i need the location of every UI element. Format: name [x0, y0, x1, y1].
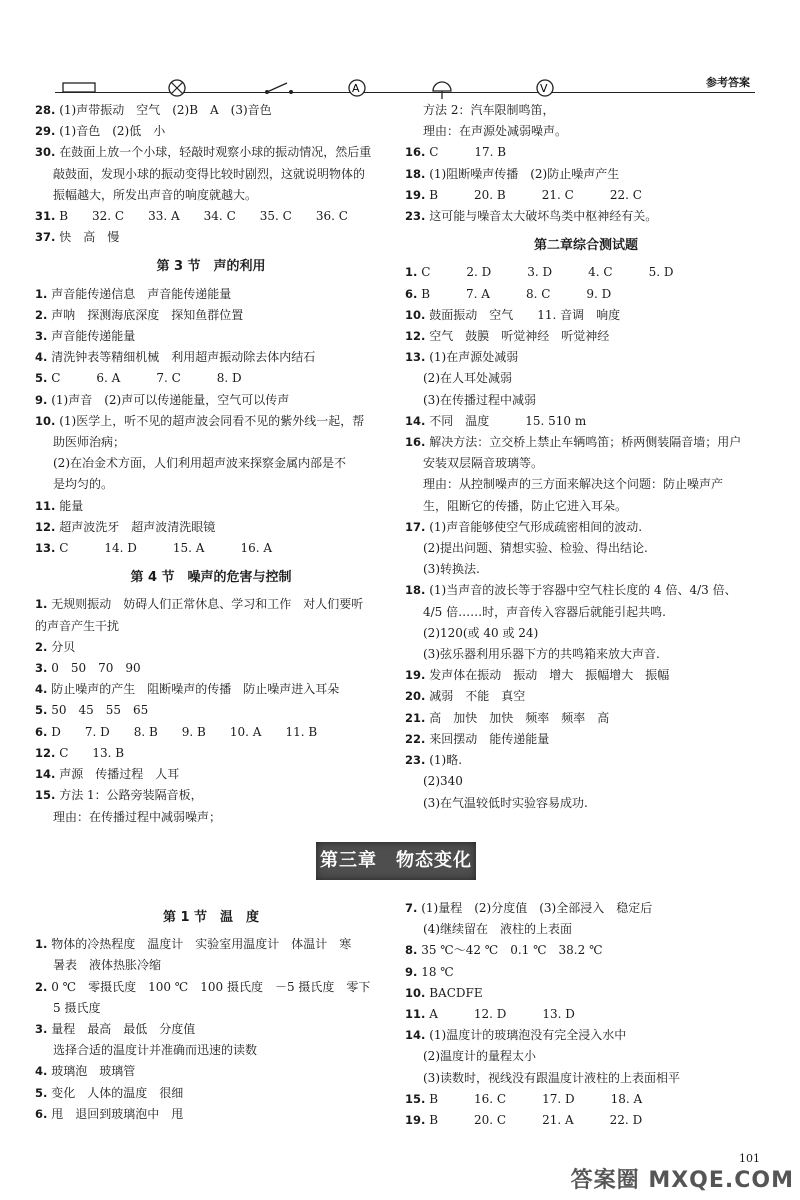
- question-number: 18.: [405, 166, 426, 181]
- answer-text: (3)在气温较低时实验容易成功.: [423, 795, 588, 810]
- answer-text: 声音能传递信息 声音能传递能量: [51, 286, 232, 301]
- answer-text: (1)医学上，听不见的超声波会同看不见的紫外线一起，帮: [59, 413, 365, 428]
- question-number: 14.: [405, 413, 426, 428]
- answer-text: (3)转换法.: [423, 562, 480, 577]
- answer-text: 方法 1：公路旁装隔音板，: [59, 788, 203, 803]
- answer-text: (1)阻断噪声传播 (2)防止噪声产生: [429, 166, 620, 181]
- svg-text:A: A: [352, 82, 360, 95]
- answer-line: [405, 100, 767, 121]
- answer-line: [35, 700, 387, 721]
- answer-line: [35, 368, 387, 389]
- question-number: 1.: [35, 597, 48, 612]
- answer-text: 的声音产生干扰: [35, 618, 120, 633]
- answer-line: [35, 785, 387, 806]
- ammeter-icon: [349, 80, 365, 96]
- svg-text:V: V: [540, 82, 548, 95]
- question-number: 23.: [405, 209, 426, 224]
- question-number: 2.: [35, 639, 48, 654]
- answer-text: 来回摆动 能传递能量: [429, 731, 550, 746]
- answer-line: [35, 517, 387, 538]
- answer-text: (1)当声音的波长等于容器中空气柱长度的 4 倍、4/3 倍、: [429, 583, 737, 598]
- question-number: 3.: [35, 661, 48, 676]
- answer-text: 这可能与噪音太大破坏鸟类中枢神经有关。: [429, 209, 658, 224]
- answer-text: (3)读数时，视线没有跟温度计液柱的上表面相平: [423, 1070, 680, 1085]
- question-number: 19.: [405, 187, 426, 202]
- answer-text: 发声体在振动 振动 增大 振幅增大 振幅: [429, 668, 670, 683]
- answer-line: [405, 390, 767, 411]
- answer-text: (1)略.: [429, 753, 463, 768]
- answer-text: (2)在人耳处减弱: [423, 371, 512, 386]
- answer-line: [35, 206, 387, 227]
- answer-text: (3)在传播过程中减弱: [423, 392, 536, 407]
- answer-text: 量程 最高 最低 分度值: [51, 1022, 196, 1037]
- answer-line: [405, 793, 767, 814]
- answer-text: 理由：在传播过程中减弱噪声；: [53, 809, 222, 824]
- answer-text: D 7. D 8. B 9. B 10. A 11. B: [51, 724, 318, 739]
- answer-text: (1)声带振动 空气 (2)B A (3)音色: [59, 103, 272, 117]
- answer-line: [35, 679, 387, 700]
- switch-icon: [265, 83, 293, 94]
- answer-line: [405, 1046, 767, 1067]
- answer-line: [35, 807, 387, 828]
- answer-line: [405, 686, 767, 707]
- right-column-lower: [405, 898, 767, 1131]
- question-number: 21.: [405, 710, 426, 725]
- answer-line: [405, 940, 767, 961]
- answer-line: [405, 206, 767, 227]
- answer-line: [405, 602, 767, 623]
- right-column-upper: [405, 100, 767, 814]
- question-number: 4.: [35, 350, 48, 365]
- answer-text: C 14. D 15. A 16. A: [59, 541, 273, 556]
- answer-line: [405, 665, 767, 686]
- question-number: 13.: [35, 541, 56, 556]
- answer-line: [405, 538, 767, 559]
- question-number: 8.: [405, 943, 418, 958]
- answer-text: B 20. C 21. A 22. D: [429, 1113, 643, 1128]
- answer-text: 方法 2：汽车限制鸣笛，: [423, 103, 555, 117]
- answer-text: (4)继续留在 液柱的上表面: [423, 922, 572, 937]
- answer-line: [35, 390, 387, 411]
- answer-text: 5 摄氏度: [53, 1000, 101, 1015]
- answer-line: [35, 164, 387, 185]
- answer-line: [35, 743, 387, 764]
- answer-text: (1)量程 (2)分度值 (3)全部浸入 稳定后: [421, 901, 653, 915]
- answer-line: [35, 764, 387, 785]
- question-number: 31.: [35, 209, 56, 224]
- answer-text: 声音能传递能量: [51, 329, 136, 344]
- question-number: 6.: [35, 724, 48, 739]
- answer-text: 减弱 不能 真空: [429, 689, 526, 704]
- answer-line: [405, 983, 767, 1004]
- answer-text: 50 45 55 65: [51, 703, 149, 718]
- answer-line: [405, 1004, 767, 1025]
- answer-text: 振幅越大，所发出声音的响度就越大。: [53, 187, 258, 202]
- answer-text: 快 高 慢: [59, 230, 120, 245]
- answer-line: [35, 227, 387, 248]
- answer-text: (3)弦乐器利用乐器下方的共鸣箱来放大声音.: [423, 647, 660, 662]
- answer-text: 物体的冷热程度 温度计 实验室用温度计 体温计 寒: [51, 937, 352, 952]
- answer-line: [35, 722, 387, 743]
- answer-text: C 2. D 3. D 4. C 5. D: [421, 265, 674, 280]
- answer-line: [35, 934, 387, 955]
- answer-text: 空气 鼓膜 听觉神经 听觉神经: [429, 329, 610, 344]
- answer-line: [35, 121, 387, 142]
- answer-line: [405, 368, 767, 389]
- question-number: 6.: [405, 286, 418, 301]
- question-number: 10.: [405, 307, 426, 322]
- left-column-upper: [35, 100, 387, 828]
- answer-text: 理由：从控制噪声的三方面来解决这个问题：防止噪声产: [423, 477, 724, 492]
- question-number: 1.: [405, 265, 418, 280]
- answer-text: 是均匀的。: [53, 477, 114, 492]
- answer-line: [35, 955, 387, 976]
- answer-line: [35, 594, 387, 615]
- page-number: 101: [739, 1152, 760, 1165]
- answer-text: B 20. B 21. C 22. C: [429, 187, 642, 202]
- question-number: 7.: [405, 901, 418, 915]
- answer-text: BACDFE: [429, 985, 483, 1000]
- voltmeter-icon: [537, 80, 553, 96]
- answer-text: 安装双层隔音玻璃等。: [423, 456, 544, 471]
- chapter-2-test-title: 第二章综合测试题: [533, 238, 638, 254]
- question-number: 12.: [35, 519, 56, 534]
- answer-text: 暑表 液体热胀冷缩: [53, 958, 162, 973]
- question-number: 1.: [35, 286, 48, 301]
- answer-text: (2)340: [423, 774, 463, 789]
- answer-line: [35, 432, 387, 453]
- watermark-logo: 答案圈 MXQE.COM: [570, 1168, 794, 1193]
- question-number: 2.: [35, 307, 48, 322]
- answer-text: 选择合适的温度计并准确而迅速的读数: [53, 1043, 258, 1058]
- answer-line: [405, 185, 767, 206]
- answer-text: 不同 温度 15. 510 m: [429, 413, 587, 428]
- answer-text: C 13. B: [59, 745, 125, 760]
- answer-text: B 32. C 33. A 34. C 35. C 36. C: [59, 209, 348, 224]
- answer-text: (2)提出问题、猜想实验、检验、得出结论.: [423, 541, 648, 556]
- question-number: 6.: [35, 1106, 48, 1121]
- question-number: 17.: [405, 519, 426, 534]
- answer-text: 甩 退回到玻璃泡中 甩: [51, 1106, 184, 1121]
- question-number: 20.: [405, 689, 426, 704]
- question-number: 5.: [35, 1085, 48, 1100]
- answer-line: [405, 284, 767, 305]
- answer-text: 变化 人体的温度 很细: [51, 1085, 184, 1100]
- answer-line: [35, 658, 387, 679]
- answer-text: 35 ℃～42 ℃ 0.1 ℃ 38.2 ℃: [421, 943, 603, 958]
- answer-line: [35, 977, 387, 998]
- answer-text: 能量: [59, 498, 84, 513]
- answer-text: (1)在声源处减弱: [429, 350, 519, 365]
- answer-line: [405, 453, 767, 474]
- answer-line: [405, 644, 767, 665]
- question-number: 4.: [35, 682, 48, 697]
- answer-line: [35, 411, 387, 432]
- answer-line: [405, 580, 767, 601]
- answer-line: [405, 1110, 767, 1131]
- answer-line: [405, 262, 767, 283]
- answer-line: [35, 284, 387, 305]
- answer-text: 防止噪声的产生 阻断噪声的传播 防止噪声进入耳朵: [51, 682, 340, 697]
- question-number: 12.: [405, 329, 426, 344]
- answer-line: [405, 1025, 767, 1046]
- answer-line: [405, 347, 767, 368]
- answer-text: (2)在冶金术方面，人们利用超声波来探察金属内部是不: [53, 456, 347, 471]
- answer-text: (1)声音能够使空气形成疏密相间的波动.: [429, 519, 643, 534]
- answer-text: 0 ℃ 零摄氏度 100 ℃ 100 摄氏度 －5 摄氏度 零下: [51, 979, 371, 994]
- question-number: 5.: [35, 371, 48, 386]
- answer-text: 鼓面振动 空气 11. 音调 响度: [429, 307, 621, 322]
- answer-text: 助医师治病；: [53, 435, 126, 450]
- answer-line: [35, 453, 387, 474]
- answer-line: [35, 185, 387, 206]
- question-number: 9.: [35, 392, 48, 407]
- question-number: 14.: [405, 1028, 426, 1043]
- answer-text: A 12. D 13. D: [429, 1007, 575, 1022]
- answer-line: [405, 326, 767, 347]
- answer-line: [405, 496, 767, 517]
- answer-text: 声呐 探测海底深度 探知鱼群位置: [51, 307, 244, 322]
- answer-text: (2)温度计的量程太小: [423, 1049, 536, 1064]
- question-number: 30.: [35, 145, 56, 160]
- answer-line: [405, 919, 767, 940]
- answer-line: [405, 1068, 767, 1089]
- answer-line: [35, 998, 387, 1019]
- chapter-3-section-1-title: 第 1 节 温 度: [162, 910, 260, 925]
- answer-text: 玻璃泡 玻璃管: [51, 1064, 136, 1079]
- answer-line: [405, 771, 767, 792]
- answer-text: 声源 传播过程 人耳: [59, 767, 180, 782]
- answer-text: 敲鼓面，发现小球的振动变得比较时剧烈，这就说明物体的: [53, 166, 366, 181]
- question-number: 23.: [405, 753, 426, 768]
- answer-line: [35, 616, 387, 637]
- answer-text: (1)声音 (2)声可以传递能量，空气可以传声: [51, 392, 290, 407]
- answer-line: [35, 1104, 387, 1125]
- answer-line: [405, 474, 767, 495]
- answer-text: (2)120(或 40 或 24): [423, 625, 539, 640]
- answer-line: [35, 100, 387, 121]
- question-number: 15.: [405, 1091, 426, 1106]
- answer-text: 分贝: [51, 639, 76, 654]
- answer-text: 4/5 倍……时，声音传入容器后就能引起共鸣.: [423, 604, 666, 619]
- answer-line: [35, 1019, 387, 1040]
- answer-line: [35, 637, 387, 658]
- answer-line: [405, 729, 767, 750]
- answer-text: (1)音色 (2)低 小: [59, 124, 166, 139]
- answer-text: 0 50 70 90: [51, 661, 141, 676]
- answer-line: [405, 708, 767, 729]
- answer-line: [405, 305, 767, 326]
- question-number: 10.: [35, 413, 56, 428]
- answer-line: [35, 142, 387, 163]
- answer-line: [35, 1040, 387, 1061]
- answer-line: [35, 347, 387, 368]
- resistor-icon: [63, 83, 95, 92]
- question-number: 2.: [35, 979, 48, 994]
- question-number: 19.: [405, 668, 426, 683]
- question-number: 1.: [35, 937, 48, 952]
- answer-line: [405, 121, 767, 142]
- answer-line: [405, 1089, 767, 1110]
- answer-text: 生，阻断它的传播，防止它进入耳朵。: [423, 498, 628, 513]
- bell-icon: [433, 82, 451, 99]
- answer-text: B 7. A 8. C 9. D: [421, 286, 612, 301]
- question-number: 11.: [35, 498, 56, 513]
- answer-text: 解决方法：立交桥上禁止车辆鸣笛；桥两侧装隔音墙；用户: [429, 435, 742, 450]
- question-number: 22.: [405, 731, 426, 746]
- answer-line: [405, 517, 767, 538]
- answer-text: 高 加快 加快 频率 频率 高: [429, 710, 610, 725]
- answer-line: [35, 1083, 387, 1104]
- answer-line: [405, 750, 767, 771]
- answer-line: [35, 326, 387, 347]
- answer-line: [405, 432, 767, 453]
- question-number: 19.: [405, 1113, 426, 1128]
- question-number: 4.: [35, 1064, 48, 1079]
- answer-line: [35, 305, 387, 326]
- answer-line: [405, 164, 767, 185]
- answer-line: [405, 962, 767, 983]
- question-number: 29.: [35, 124, 56, 139]
- answer-line: [35, 538, 387, 559]
- answer-text: 清洗钟表等精细机械 利用超声振动除去体内结石: [51, 350, 316, 365]
- answer-text: (1)温度计的玻璃泡没有完全浸入水中: [429, 1028, 627, 1043]
- answer-line: [405, 898, 767, 919]
- answer-text: 在鼓面上放一个小球，轻敲时观察小球的振动情况，然后重: [59, 145, 372, 160]
- question-number: 16.: [405, 435, 426, 450]
- section-4-title: 第 4 节 噪声的危害与控制: [130, 570, 292, 586]
- question-number: 14.: [35, 767, 56, 782]
- question-number: 12.: [35, 745, 56, 760]
- question-number: 13.: [405, 350, 426, 365]
- question-number: 16.: [405, 145, 426, 160]
- answer-text: 18 ℃: [421, 964, 454, 979]
- answer-line: [405, 623, 767, 644]
- answer-text: 理由：在声源处减弱噪声。: [423, 124, 568, 139]
- answer-line: [35, 1061, 387, 1082]
- question-number: 28.: [35, 103, 56, 117]
- answer-line: [405, 559, 767, 580]
- section-3-title: 第 3 节 声的利用: [156, 259, 266, 275]
- left-column-lower: [35, 905, 387, 1125]
- question-number: 11.: [405, 1007, 426, 1022]
- chapter-3-banner: 第三章 物态变化: [316, 842, 476, 880]
- question-number: 5.: [35, 703, 48, 718]
- question-number: 9.: [405, 964, 418, 979]
- header-title: 参考答案: [706, 76, 750, 89]
- question-number: 10.: [405, 985, 426, 1000]
- answer-text: C 6. A 7. C 8. D: [51, 371, 242, 386]
- answer-text: B 16. C 17. D 18. A: [429, 1091, 643, 1106]
- question-number: 15.: [35, 788, 56, 803]
- answer-text: C 17. B: [429, 145, 507, 160]
- question-number: 18.: [405, 583, 426, 598]
- question-number: 37.: [35, 230, 56, 245]
- question-number: 3.: [35, 329, 48, 344]
- answer-text: 无规则振动 妨碍人们正常休息、学习和工作 对人们要听: [51, 597, 364, 612]
- answer-text: 超声波洗牙 超声波清洗眼镜: [59, 519, 216, 534]
- answer-line: [405, 142, 767, 163]
- answer-line: [405, 411, 767, 432]
- answer-line: [35, 496, 387, 517]
- question-number: 3.: [35, 1022, 48, 1037]
- answer-line: [35, 474, 387, 495]
